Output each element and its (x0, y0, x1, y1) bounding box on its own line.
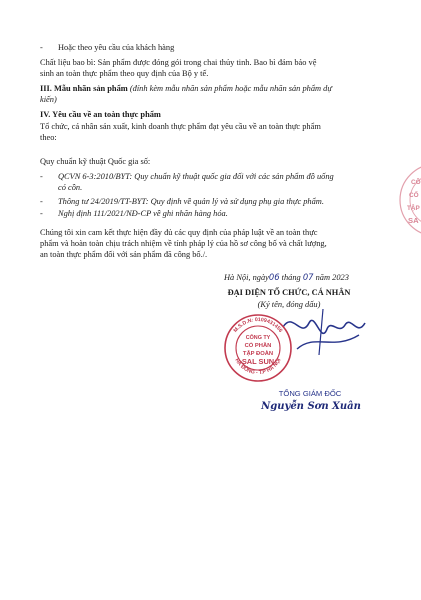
packaging-line-1: Chất liệu bao bì: Sản phẩm được đóng gói trong chai thủy tinh. Bao bì đảm bảo vệ (40, 58, 317, 67)
edge-stamp-l4: SA (408, 216, 419, 225)
month-label: tháng (281, 273, 301, 282)
edge-stamp-l3: TẬP (407, 205, 420, 212)
commitment-line-2: phẩm và hoàn toàn chịu trách nhiệm về tính pháp lý của hồ sơ công bố và chất lượng, (40, 239, 327, 248)
edge-stamp-l1: CÔ (411, 179, 421, 186)
seal-line-1: CÔNG TY (245, 335, 271, 341)
date-month: 07 (302, 272, 314, 282)
regulation-intro: Quy chuẩn kỹ thuật Quốc gia số: (40, 157, 151, 166)
standard-2-dash: - (40, 197, 43, 206)
standard-1-dash: - (40, 172, 43, 181)
standard-3: Nghị định 111/2021/NĐ-CP về ghi nhãn hàng hóa. (58, 209, 228, 218)
bullet-customer-requirement: Hoặc theo yêu cầu của khách hàng (58, 43, 175, 52)
place-date (224, 272, 349, 283)
year-label: năm 2023 (315, 273, 349, 282)
packaging-line-2: sinh an toàn thực phẩm theo quy định của Bộ y tế. (40, 69, 209, 78)
standard-2: Thông tư 24/2019/TT-BYT: Quy định về quản lý và sử dụng phụ gia thực phẩm. (58, 197, 324, 206)
director-title: TỔNG GIÁM ĐỐC (278, 389, 342, 398)
representative-heading: ĐẠI DIỆN TỔ CHỨC, CÁ NHÂN (227, 288, 351, 297)
seal-line-3: TẬP ĐOÀN (242, 351, 274, 357)
edge-stamp (396, 160, 421, 238)
edge-stamp-l2: CỔ (409, 192, 419, 199)
section-3-heading: III. Mẫu nhãn sản phẩm (40, 84, 128, 93)
section-3-note-cont: kiến) (40, 95, 57, 104)
standard-1: QCVN 6-3:2010/BYT: Quy chuẩn kỹ thuật quốc gia đối với các sản phẩm đồ uống (58, 172, 334, 181)
seal-line-4: SAL SUN (241, 357, 275, 366)
section-3-title-line (40, 83, 332, 94)
section-4-line-1: Tổ chức, cá nhân sản xuất, kinh doanh thực phẩm đạt yêu cầu về an toàn thực phẩm (40, 122, 321, 131)
seal-ring-bottom: HÀ ĐÔNG - T.P HÀ NỘI (233, 357, 283, 377)
seal-line-2: CỔ PHẦN (244, 343, 272, 349)
section-3-note: (đính kèm mẫu nhãn sản phẩm hoặc mẫu nhãn sản phẩm dự (129, 84, 332, 93)
date-day: 06 (268, 272, 280, 282)
place-date-prefix: Hà Nội, ngày (224, 273, 269, 282)
bullet-dash: - (40, 43, 43, 52)
section-4-heading: IV. Yêu cầu về an toàn thực phẩm (40, 110, 161, 119)
seal-ring-top: M.S.D.N: 0109431456 (232, 316, 284, 334)
director-name: Nguyễn Sơn Xuân (261, 401, 361, 412)
company-seal (223, 313, 293, 383)
sign-stamp-note: (Ký tên, đóng dấu) (257, 300, 321, 309)
commitment-line-1: Chúng tôi xin cam kết thực hiện đầy đủ các quy định của pháp luật về an toàn thực (40, 228, 318, 237)
standard-3-dash: - (40, 209, 43, 218)
section-4-line-2: theo: (40, 133, 57, 142)
standard-1-cont: có cồn. (58, 183, 83, 192)
commitment-line-3: an toàn thực phẩm đối với sản phẩm đã công bố./. (40, 250, 208, 259)
